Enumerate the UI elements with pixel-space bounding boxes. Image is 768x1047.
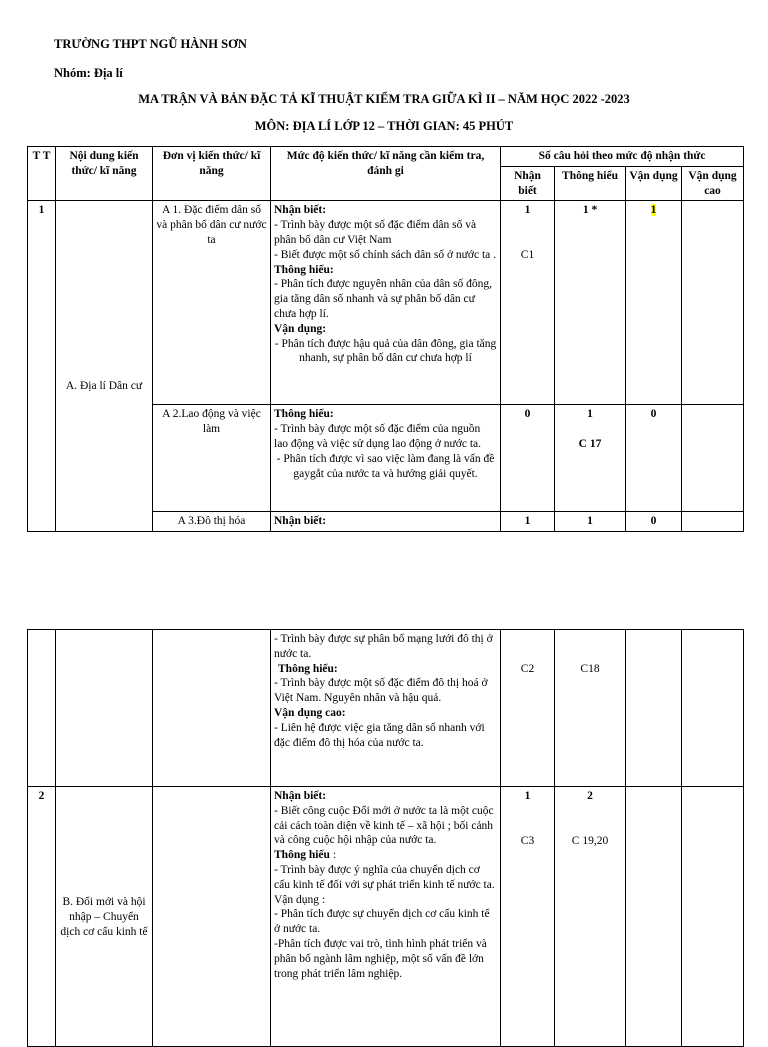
level-cell	[271, 201, 501, 405]
count-thong-hieu: 1	[555, 512, 626, 532]
level-text: - Phân tích được hậu quả của dân đông, gia tăng nhanh, sự phân bố dân cư chưa hợp lí	[274, 337, 497, 365]
count-nhan-biet	[501, 630, 555, 787]
spec-matrix-table-page-1	[27, 146, 744, 532]
content-cell	[56, 201, 153, 532]
spec-matrix-table-page-2	[27, 629, 744, 1047]
header-content: Nội dung kiến thức/ kĩ năng	[56, 147, 153, 201]
level-text: - Trình bày được ý nghĩa của chuyển dịch cơ cấu kinh tế đối với sự phát triển kinh tế nước ta. Vận dụng :	[274, 863, 495, 906]
count-van-dung: 0	[626, 405, 682, 512]
count-thong-hieu	[555, 630, 626, 787]
count-van-dung-cao	[682, 630, 744, 787]
school-name: TRƯỜNG THPT NGŨ HÀNH SƠN	[54, 37, 247, 51]
level-cell	[271, 630, 501, 787]
highlighted-count: 1	[650, 204, 657, 217]
table-row	[28, 201, 744, 405]
header-thong-hieu: Thông hiểu	[555, 166, 626, 201]
level-text: - Trình bày được một số đặc điểm của nguồn lao động và việc sử dụng lao động ở nước ta.	[274, 423, 481, 450]
count-van-dung	[626, 630, 682, 787]
question-code: C 17	[578, 438, 602, 451]
table-row	[28, 787, 744, 1047]
count-value: 1	[524, 790, 531, 802]
header-unit: Đơn vị kiến thức/ kĩ năng	[153, 147, 271, 201]
header-row	[28, 147, 744, 167]
question-code: C1	[520, 249, 535, 262]
subject-group: Nhóm: Địa lí	[54, 66, 123, 80]
count-van-dung	[626, 201, 682, 405]
count-van-dung-cao	[682, 201, 744, 405]
level-text: - Phân tích được nguyên nhân của dân số đông, gia tăng dân số nhanh và sự phân bố dân cư chưa hợp lí.	[274, 278, 492, 320]
level-text: - Biết được một số chính sách dân số ở nước ta .	[274, 248, 497, 261]
count-van-dung-cao	[682, 512, 744, 532]
level-heading: Nhận biết:	[274, 790, 327, 802]
level-text: - Trình bày được sự phân bố mạng lưới đô thị ở nước ta.	[274, 633, 493, 660]
row-number: 2	[28, 787, 56, 1047]
level-cell	[271, 787, 501, 1047]
content-label: A. Địa lí Dân cư	[65, 379, 143, 392]
header-level: Mức độ kiến thức/ kĩ năng cần kiểm tra, đánh gi	[271, 147, 501, 201]
question-code: C2	[520, 663, 535, 675]
count-value: 1	[524, 204, 531, 217]
count-thong-hieu: 1 *	[555, 201, 626, 405]
table-row	[28, 630, 744, 787]
level-text: - Phân tích được sự chuyển dịch cơ cấu kinh tế ở nước ta.	[274, 908, 490, 936]
level-heading: Thông hiểu:	[274, 263, 334, 276]
level-heading: Vận dụng:	[274, 322, 327, 335]
header-nhan-biet: Nhận biết	[501, 166, 555, 201]
level-heading: Thông hiểu:	[274, 408, 334, 421]
level-text: - Phân tích được vì sao việc làm đang là vấn đề gaygắt của nước ta và hướng giải quyết.	[276, 452, 495, 480]
content-label: B. Đổi mới và hội nhập – Chuyển dịch cơ cấu kinh tế	[56, 787, 153, 1047]
level-heading-colon: :	[329, 849, 337, 862]
count-nhan-biet: 1	[501, 512, 555, 532]
count-nhan-biet	[501, 787, 555, 1047]
level-text: -Phân tích được vai trò, tình hình phát triển và phân bố ngành lâm nghiệp, một số vấn đề lớn trong phát triển lâm nghiệp.	[274, 937, 487, 980]
unit-cell	[153, 787, 271, 1047]
question-code: C18	[580, 663, 600, 675]
unit-cell: A 1. Đặc điểm dân số và phân bố dân cư nước ta	[153, 201, 271, 405]
header-tt: T T	[28, 147, 56, 201]
count-nhan-biet: 0	[501, 405, 555, 512]
question-code: C 19,20	[571, 834, 609, 847]
level-text: - Trình bày được một số đặc điểm dân số và phân bố dân cư Việt Nam	[274, 219, 477, 246]
level-text: - Trình bày được một số đặc điểm đô thị hoá ở Việt Nam. Nguyên nhân và hậu quả.	[274, 677, 488, 705]
count-van-dung-cao	[682, 787, 744, 1047]
level-text: - Biết công cuộc Đổi mới ở nước ta là một cuộc cải cách toàn diện về kinh tế – xã hội ; bối cảnh và công cuộc hội nhập của nước ta.	[274, 804, 494, 847]
unit-cell: A 2.Lao động và việc làm	[153, 405, 271, 512]
header-question-count: Số câu hỏi theo mức độ nhận thức	[501, 147, 744, 167]
row-number	[28, 630, 56, 787]
level-heading: Vận dụng cao:	[274, 706, 346, 719]
level-text: - Liên hệ được việc gia tăng dân số nhanh với đặc điểm đô thị hóa của nước ta.	[274, 721, 485, 749]
count-value: 2	[587, 790, 593, 802]
level-heading: Nhận biết:	[274, 204, 327, 217]
count-van-dung: 0	[626, 512, 682, 532]
level-heading: Thông hiểu	[274, 849, 330, 862]
count-value: 1	[587, 408, 593, 421]
count-thong-hieu	[555, 405, 626, 512]
question-code: C3	[520, 834, 535, 847]
unit-cell: A 3.Đô thị hóa	[153, 512, 271, 532]
row-number: 1	[28, 201, 56, 532]
content-cell	[56, 630, 153, 787]
document-subtitle: MÔN: ĐỊA LÍ LỚP 12 – THỜI GIAN: 45 PHÚT	[254, 119, 514, 133]
header-van-dung: Vận dụng	[626, 166, 682, 201]
count-thong-hieu	[555, 787, 626, 1047]
header-van-dung-cao: Vận dụng cao	[682, 166, 744, 201]
level-heading: Nhận biết:	[271, 512, 501, 532]
count-nhan-biet	[501, 201, 555, 405]
count-van-dung	[626, 787, 682, 1047]
level-heading: Thông hiểu:	[278, 662, 338, 675]
document-title: MA TRẬN VÀ BẢN ĐẶC TẢ KĨ THUẬT KIỂM TRA GIỮA KÌ II – NĂM HỌC 2022 -2023	[138, 92, 630, 106]
unit-cell	[153, 630, 271, 787]
level-cell	[271, 405, 501, 512]
count-van-dung-cao	[682, 405, 744, 512]
